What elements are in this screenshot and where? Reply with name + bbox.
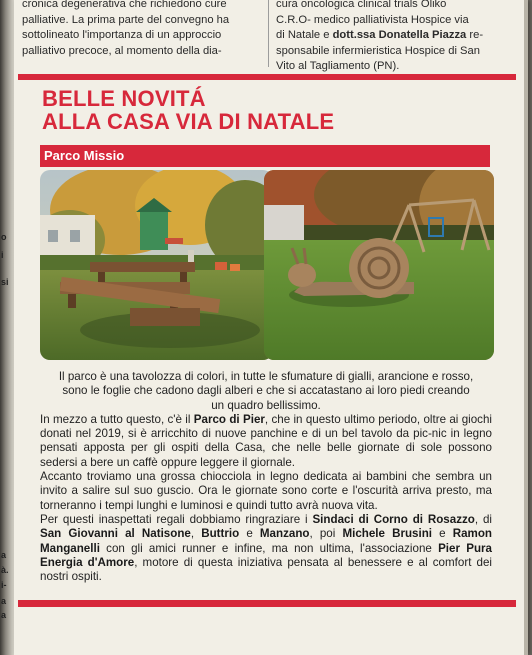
text-line: palliativo precoce, al momento della dia-: [22, 44, 222, 57]
previous-article-left-column: [22, 0, 260, 59]
headline-line-1: BELLE NOVITÁ: [42, 86, 206, 111]
edge-fragment: a: [1, 550, 7, 560]
sponsor-name: Michele Brusini: [342, 527, 433, 541]
section-label: Parco Missio: [44, 148, 125, 163]
paragraph-4: [40, 513, 492, 584]
text-run: e: [432, 527, 453, 541]
photo-picnic-table: [40, 170, 273, 360]
text-run: , di: [474, 512, 492, 526]
text-run: con gli amici runner e infine, ma non ultima, l'associazione: [99, 541, 439, 555]
previous-article-right-column: [276, 0, 512, 75]
sponsor-name: San Giovanni al Natisone: [40, 527, 191, 541]
text-run: di Natale e: [276, 29, 333, 41]
column-divider: [268, 0, 269, 67]
adjacent-page-edge: [0, 0, 14, 655]
magazine-page: [14, 0, 528, 655]
text-run: e: [239, 527, 260, 541]
sponsor-name: Buttrio: [201, 527, 240, 541]
article-body: [40, 370, 492, 584]
edge-fragment: a: [1, 610, 7, 620]
text-line: sponsabile infermieristica Hospice di San: [276, 44, 480, 57]
sponsor-name: Sindaci di Corno di Rosazzo: [312, 512, 475, 526]
paragraph-1: [40, 370, 492, 413]
top-red-rule: [18, 74, 516, 80]
park-name: Parco di Pier: [193, 412, 265, 426]
paragraph-2: [40, 413, 492, 470]
edge-fragment: o: [1, 232, 7, 242]
edge-fragment: i: [1, 250, 4, 260]
text-run: ,: [190, 527, 202, 541]
text-line: palliative. La prima parte del convegno ha: [22, 13, 230, 26]
headline-line-2: ALLA CASA VIA DI NATALE: [42, 109, 335, 134]
text-run: , motore di questa iniziativa pensata al benessere e al comfort dei nostri ospiti.: [40, 555, 492, 584]
page-edge-shadow: [524, 0, 528, 655]
text-line: cura oncologica clinical trials Oliko: [276, 0, 447, 10]
edge-fragment: i-: [1, 580, 7, 590]
text-line: sottolineato l'importanza di un approccio: [22, 29, 222, 41]
text-line: cronica degenerativa che richiedono cure: [22, 0, 227, 10]
bottom-red-rule: [18, 600, 516, 607]
previous-article-continuation: [22, 0, 520, 72]
association-name: Pier Pura Energia d'Amore: [40, 541, 492, 569]
text-line: [276, 28, 512, 44]
text-run: un quadro bellissimo.: [211, 398, 321, 412]
sponsor-name: Ramon Manganelli: [40, 527, 493, 555]
text-run: In mezzo a tutto questo, c'è il: [40, 412, 194, 426]
edge-fragment: si: [1, 277, 9, 287]
person-name: dott.ssa Donatella Piazza: [332, 29, 467, 41]
edge-fragment: a: [1, 596, 7, 606]
text-run: Per questi inaspettati regali dobbiamo ringraziare i: [40, 512, 313, 526]
text-run: sono le foglie che cadono dagli alberi e che si accatastano ai loro piedi creando: [62, 384, 470, 398]
edge-fragment: à.: [1, 565, 9, 575]
text-run: Il parco è una tavolozza di colori, in tutte le sfumature di gialli, arancione e rosso,: [58, 370, 474, 383]
text-line: C.R.O- medico palliativista Hospice via: [276, 13, 469, 26]
photo-wooden-snail: [264, 170, 494, 360]
text-line: Vito al Tagliamento (PN).: [276, 60, 400, 72]
text-run: re-: [466, 29, 484, 41]
text-run: , poi: [309, 527, 343, 541]
text-run: , che in questo ultimo periodo, oltre ai giochi donati nel 2019, si è arricchito di nuove panchine e di un bel tavolo da pic-nic in legno pensati apposta per gli ospiti della Casa, che nelle belle giornate di sole possono sedersi a bere un caffè oppure leggere il giornale.: [40, 412, 492, 469]
article-headline: [42, 87, 334, 133]
sponsor-name: Manzano: [259, 527, 310, 541]
section-header-bar: [40, 145, 490, 167]
paragraph-3: Accanto troviamo una grossa chiocciola in legno dedicata ai bambini che sembra un invito a salire sul suo guscio. Ora le giornate sono corte e l'oscurità arriva presto, ma torneranno i tempi lunghi e luminosi e quindi tutto avrà nuova vita.: [40, 470, 492, 512]
